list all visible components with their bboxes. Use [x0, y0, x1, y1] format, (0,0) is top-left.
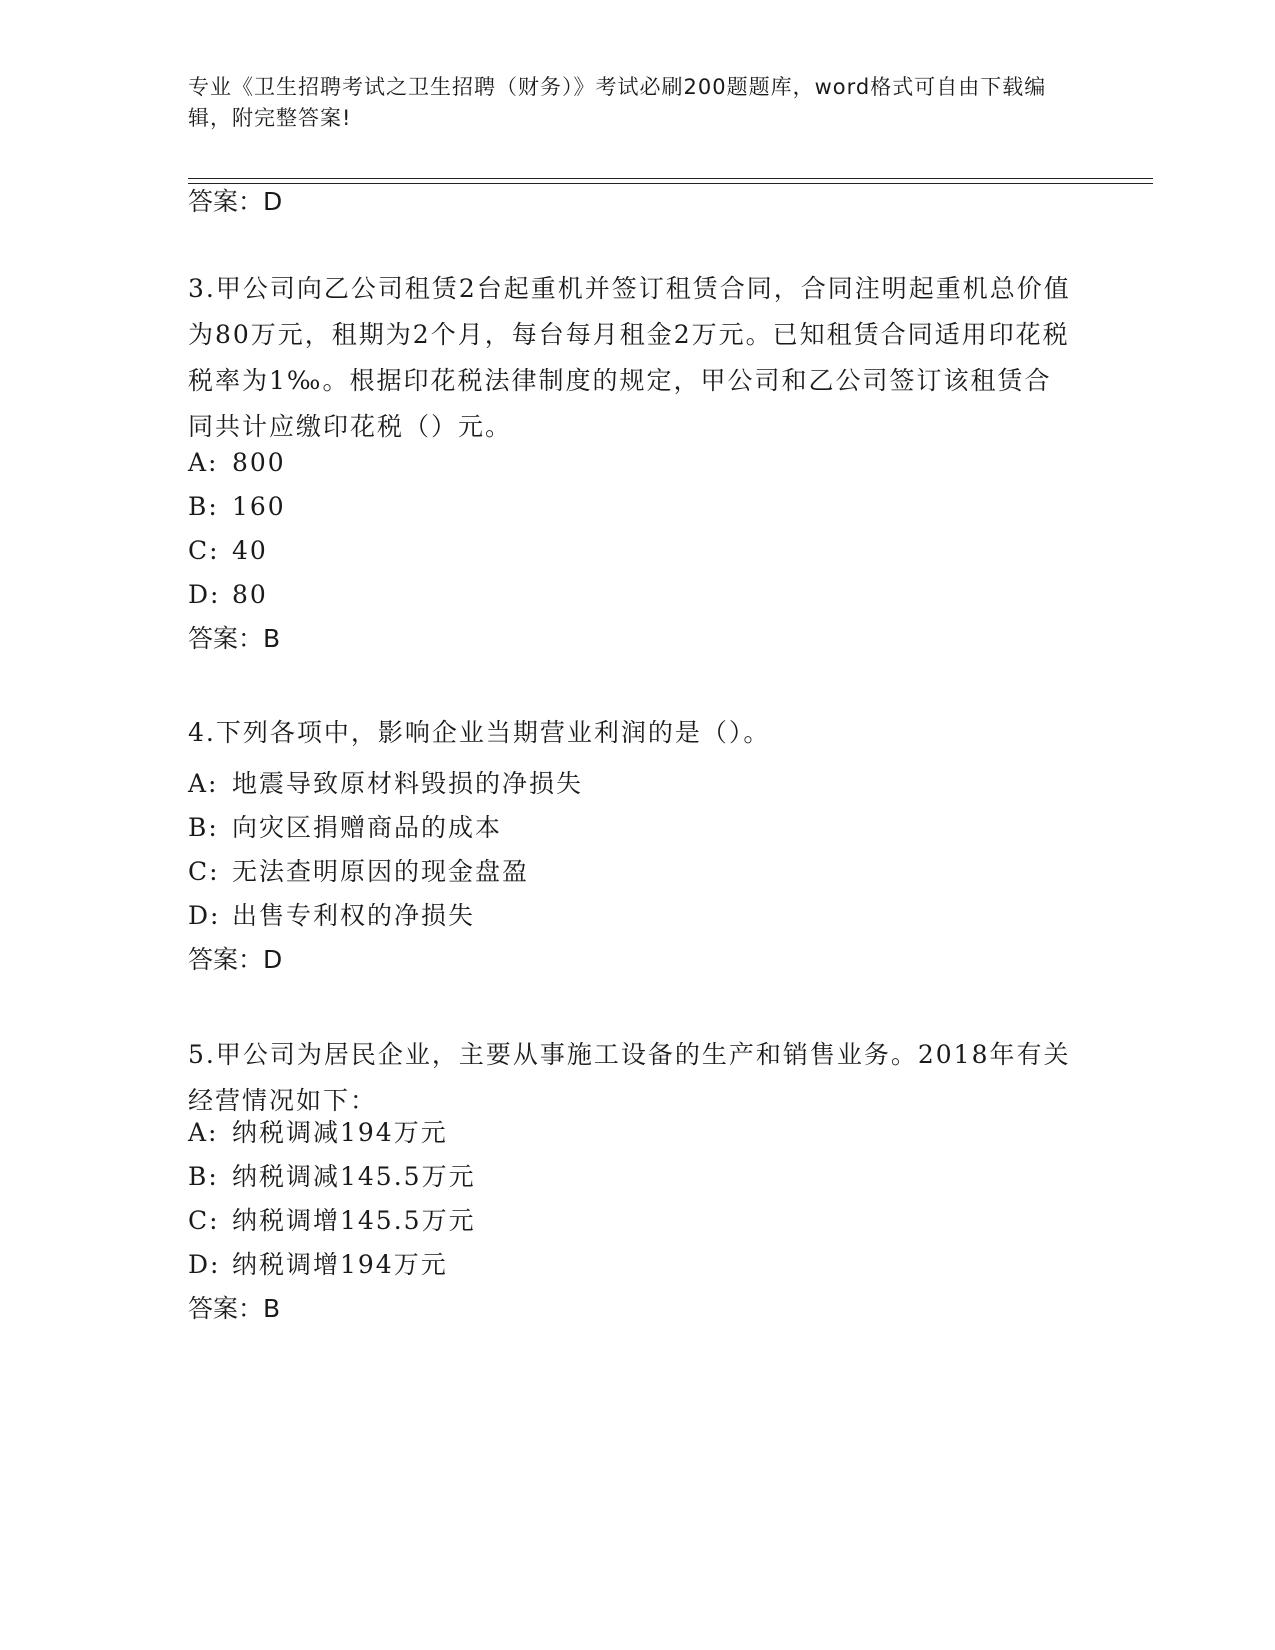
question-4-option-c — [188, 856, 529, 888]
question-5-answer: 答案：B — [188, 1294, 281, 1323]
option-text: 出售专利权的净损失 — [232, 901, 476, 930]
option-text: 80 — [232, 580, 268, 609]
question-4-option-a — [188, 768, 583, 800]
question-5-option-d — [188, 1249, 448, 1281]
question-5-option-a — [188, 1117, 448, 1149]
option-text: 向灾区捐赠商品的成本 — [232, 813, 503, 842]
question-3-option-a — [188, 447, 286, 479]
answer-line-previous: 答案：D — [188, 187, 283, 216]
question-5-option-b — [188, 1161, 476, 1193]
question-5-stem: 5.甲公司为居民企业，主要从事施工设备的生产和销售业务。2018年有关经营情况如下： — [188, 1040, 1071, 1115]
option-letter: B: — [188, 1162, 219, 1191]
option-letter: D: — [188, 901, 221, 930]
question-5-option-c — [188, 1205, 476, 1237]
question-4-option-b — [188, 812, 502, 844]
option-letter: A: — [188, 448, 219, 477]
option-text: 160 — [232, 492, 286, 521]
option-letter: A: — [188, 1118, 219, 1147]
option-letter: C: — [188, 1206, 220, 1235]
option-text: 地震导致原材料毁损的净损失 — [232, 769, 584, 798]
option-text: 纳税调减194万元 — [232, 1118, 448, 1147]
option-text: 纳税调增194万元 — [232, 1250, 448, 1279]
option-text: 40 — [232, 536, 268, 565]
option-letter: D: — [188, 580, 221, 609]
header-divider-bottom — [188, 183, 1153, 184]
option-letter: B: — [188, 813, 219, 842]
question-4-option-d — [188, 900, 475, 932]
option-letter: B: — [188, 492, 219, 521]
question-3-option-d — [188, 579, 268, 611]
option-text: 纳税调减145.5万元 — [232, 1162, 476, 1191]
header-divider-top — [188, 178, 1153, 179]
option-text: 800 — [232, 448, 286, 477]
question-3-option-c — [188, 535, 268, 567]
question-3-stem: 3.甲公司向乙公司租赁2台起重机并签订租赁合同，合同注明起重机总价值为80万元，租期为2个月，每台每月租金2万元。已知租赁合同适用印花税税率为1‰。根据印花税法律制度的规定，甲公司和乙公司签订该租赁合同共计应缴印花税（）元。 — [188, 274, 1071, 441]
question-4-stem: 4.下列各项中，影响企业当期营业利润的是（）。 — [188, 718, 771, 747]
option-text: 无法查明原因的现金盘盈 — [232, 857, 530, 886]
option-letter: D: — [188, 1250, 221, 1279]
question-4-answer: 答案：D — [188, 945, 283, 974]
option-letter: C: — [188, 857, 220, 886]
question-3-option-b — [188, 491, 286, 523]
option-letter: A: — [188, 769, 219, 798]
option-text: 纳税调增145.5万元 — [232, 1206, 476, 1235]
document-header: 专业《卫生招聘考试之卫生招聘（财务）》考试必刷200题题库，word格式可自由下载编辑，附完整答案! — [188, 75, 1047, 130]
option-letter: C: — [188, 536, 220, 565]
question-3-answer: 答案：B — [188, 624, 281, 653]
